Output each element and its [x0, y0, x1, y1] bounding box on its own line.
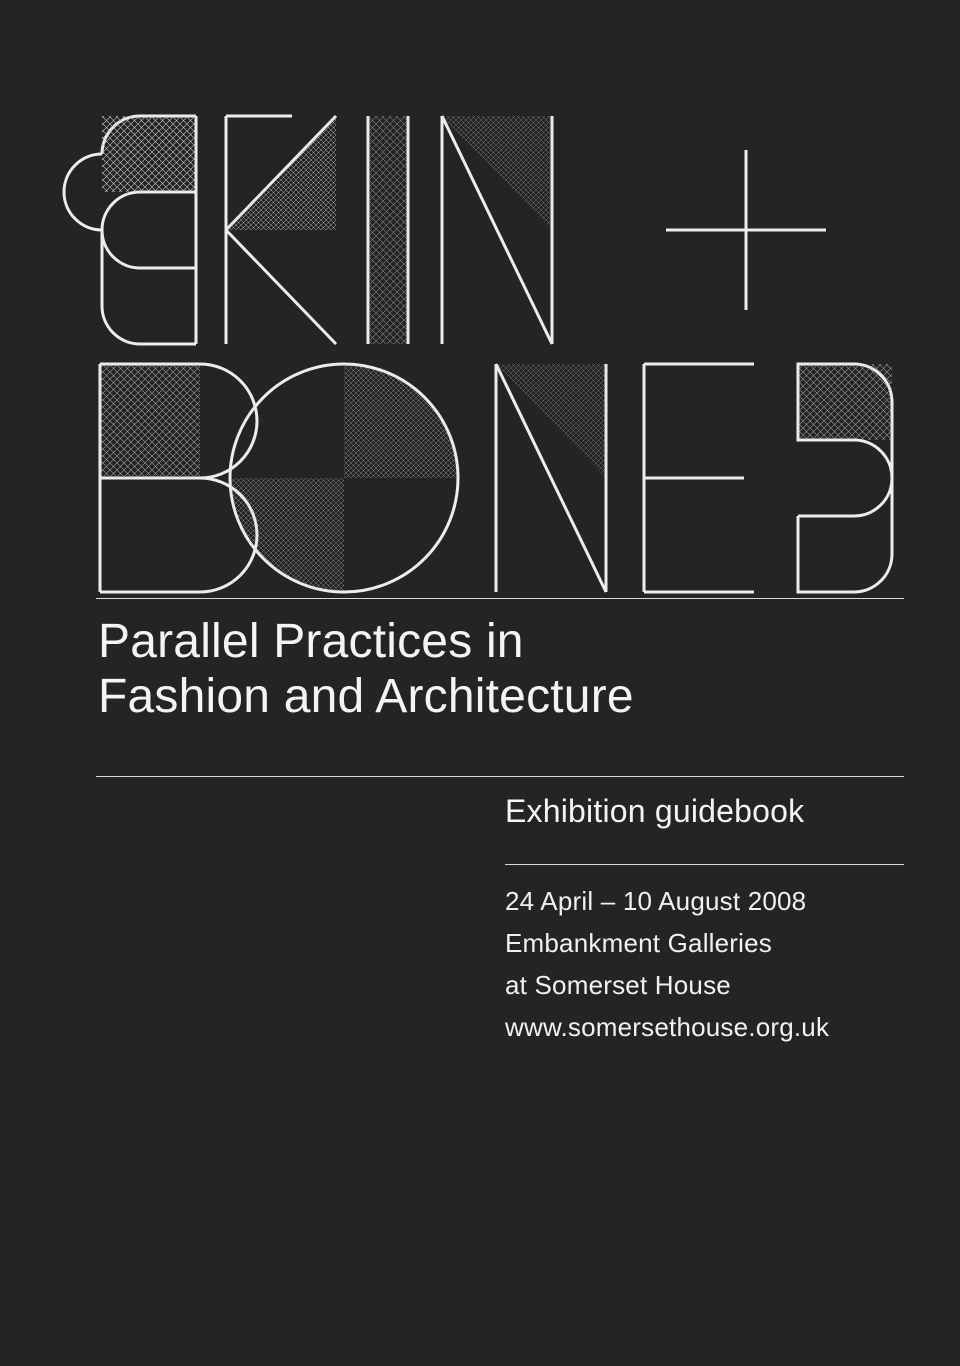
exhibition-location: at Somerset House [505, 970, 731, 1001]
exhibition-dates: 24 April – 10 August 2008 [505, 886, 807, 916]
subtitle-line-2: Fashion and Architecture [98, 670, 634, 724]
exhibition-website[interactable]: www.somersethouse.org.uk [505, 1012, 830, 1043]
exhibition-details [505, 880, 905, 1048]
poster-title-block [96, 110, 904, 598]
title-bones-graphic [96, 358, 904, 598]
title-row-skin-plus [96, 110, 904, 350]
guidebook-label: Exhibition guidebook [505, 793, 805, 829]
subtitle-line-1: Parallel Practices in [98, 615, 524, 668]
divider-above-subtitle [96, 598, 904, 599]
poster-subtitle [98, 614, 908, 724]
title-skin-plus-graphic [96, 110, 904, 350]
title-row-bones [96, 358, 904, 598]
divider-below-guidebook [505, 864, 904, 865]
divider-below-subtitle [96, 776, 904, 777]
exhibition-venue: Embankment Galleries [505, 928, 772, 959]
